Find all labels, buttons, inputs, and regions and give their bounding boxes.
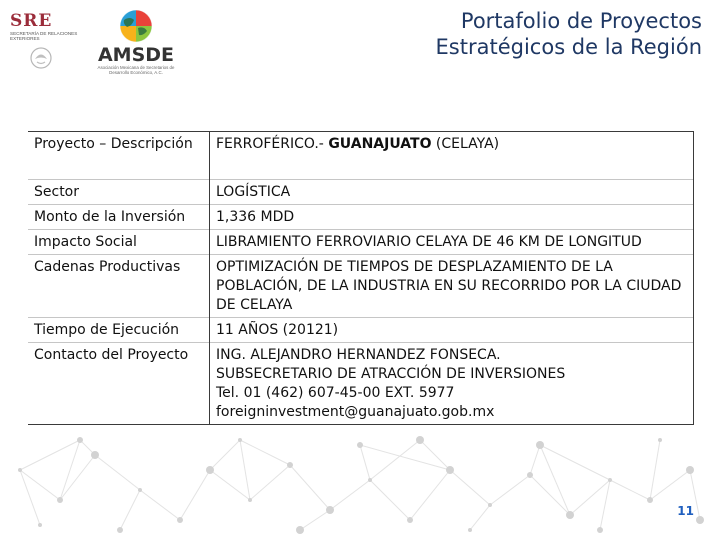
network-link bbox=[360, 445, 370, 480]
table-row-productive-chains bbox=[28, 255, 694, 318]
productive-chains-value: OPTIMIZACIÓN DE TIEMPOS DE DESPLAZAMIENTO DE LA POBLACIÓN, DE LA INDUSTRIA EN SU RECORRIDO POR LA CIUDAD DE CELAYA bbox=[210, 255, 694, 318]
network-node bbox=[138, 488, 142, 492]
sre-logo-title: SRE bbox=[10, 11, 53, 31]
network-link bbox=[410, 470, 450, 520]
network-node bbox=[566, 511, 574, 519]
network-link bbox=[210, 440, 240, 470]
contact-value bbox=[210, 343, 694, 425]
sre-logo bbox=[10, 12, 82, 70]
network-link bbox=[540, 445, 610, 480]
network-node bbox=[488, 503, 492, 507]
network-node bbox=[536, 441, 544, 449]
network-link bbox=[530, 445, 540, 475]
page-title-line-1: Portafolio de Proyectos bbox=[460, 9, 702, 33]
network-node bbox=[368, 478, 372, 482]
network-link bbox=[530, 475, 570, 515]
network-node bbox=[206, 466, 214, 474]
network-link bbox=[650, 470, 690, 500]
execution-time-value: 11 AÑOS (20121) bbox=[210, 318, 694, 343]
contact-label: Contacto del Proyecto bbox=[28, 343, 210, 425]
network-node bbox=[177, 517, 183, 523]
contact-email[interactable]: foreigninvestment@guanajuato.gob.mx bbox=[216, 404, 495, 420]
contact-phone: Tel. 01 (462) 607-45-00 EXT. 5977 bbox=[216, 385, 455, 401]
network-node bbox=[416, 436, 424, 444]
contact-position: SUBSECRETARIO DE ATRACCIÓN DE INVERSIONES bbox=[216, 366, 566, 382]
page-title bbox=[436, 8, 702, 60]
page-number: 11 bbox=[677, 504, 694, 518]
investment-label: Monto de la Inversión bbox=[28, 205, 210, 230]
project-label: Proyecto – Descripción bbox=[28, 132, 210, 180]
table-row-social-impact bbox=[28, 230, 694, 255]
project-value bbox=[210, 132, 694, 180]
network-link bbox=[470, 505, 490, 530]
investment-value: 1,336 MDD bbox=[210, 205, 694, 230]
network-link bbox=[250, 465, 290, 500]
network-node bbox=[91, 451, 99, 459]
network-link bbox=[60, 455, 95, 500]
network-link bbox=[20, 470, 40, 525]
network-link bbox=[610, 480, 650, 500]
network-node bbox=[77, 437, 83, 443]
network-link bbox=[450, 470, 490, 505]
network-link bbox=[120, 490, 140, 530]
network-node bbox=[696, 516, 704, 524]
network-node bbox=[608, 478, 612, 482]
network-link bbox=[360, 445, 450, 470]
network-node bbox=[117, 527, 123, 533]
productive-chains-label: Cadenas Productivas bbox=[28, 255, 210, 318]
network-link bbox=[140, 490, 180, 520]
network-link bbox=[300, 510, 330, 530]
table-row-project bbox=[28, 132, 694, 180]
sector-value: LOGÍSTICA bbox=[210, 180, 694, 205]
network-node bbox=[38, 523, 42, 527]
network-node bbox=[326, 506, 334, 514]
page-title-line-2: Estratégicos de la Región bbox=[435, 35, 702, 59]
sre-eagle-seal-icon bbox=[28, 46, 54, 70]
table-row-execution-time bbox=[28, 318, 694, 343]
execution-time-label: Tiempo de Ejecución bbox=[28, 318, 210, 343]
social-impact-label: Impacto Social bbox=[28, 230, 210, 255]
network-node bbox=[357, 442, 363, 448]
project-value-state: GUANAJUATO bbox=[328, 136, 432, 152]
network-node bbox=[238, 438, 242, 442]
network-node bbox=[248, 498, 252, 502]
network-node bbox=[527, 472, 533, 478]
table-row-contact bbox=[28, 343, 694, 425]
network-node bbox=[468, 528, 472, 532]
network-link bbox=[330, 480, 370, 510]
network-node bbox=[686, 466, 694, 474]
network-link bbox=[370, 480, 410, 520]
network-link bbox=[540, 445, 570, 515]
network-node bbox=[287, 462, 293, 468]
sre-logo-subtitle: SECRETARÍA DE RELACIONES EXTERIORES bbox=[10, 31, 78, 42]
network-link bbox=[210, 470, 250, 500]
project-value-suffix: (CELAYA) bbox=[431, 136, 500, 152]
network-node bbox=[658, 438, 662, 442]
network-node bbox=[57, 497, 63, 503]
network-link bbox=[180, 470, 210, 520]
table-row-sector bbox=[28, 180, 694, 205]
network-link bbox=[240, 440, 290, 465]
network-link bbox=[95, 455, 140, 490]
amsde-logo-subtitle: Asociación Mexicana de Secretarios de Desarrollo Económico, A.C. bbox=[97, 65, 175, 76]
network-node bbox=[597, 527, 603, 533]
network-link bbox=[650, 440, 660, 500]
amsde-logo-title: AMSDE bbox=[97, 44, 175, 66]
sector-label: Sector bbox=[28, 180, 210, 205]
network-node bbox=[446, 466, 454, 474]
network-node bbox=[647, 497, 653, 503]
network-node bbox=[407, 517, 413, 523]
network-link bbox=[490, 475, 530, 505]
social-impact-value: LIBRAMIENTO FERROVIARIO CELAYA DE 46 KM DE LONGITUD bbox=[210, 230, 694, 255]
project-value-prefix: FERROFÉRICO.- bbox=[216, 136, 329, 152]
project-info-table bbox=[28, 131, 694, 425]
network-link bbox=[20, 470, 60, 500]
network-node bbox=[296, 526, 304, 534]
amsde-globe-icon bbox=[118, 8, 154, 44]
network-node bbox=[18, 468, 22, 472]
table-row-investment bbox=[28, 205, 694, 230]
amsde-logo bbox=[90, 8, 182, 76]
network-link bbox=[240, 440, 250, 500]
network-link bbox=[290, 465, 330, 510]
contact-name: ING. ALEJANDRO HERNANDEZ FONSECA. bbox=[216, 347, 501, 363]
